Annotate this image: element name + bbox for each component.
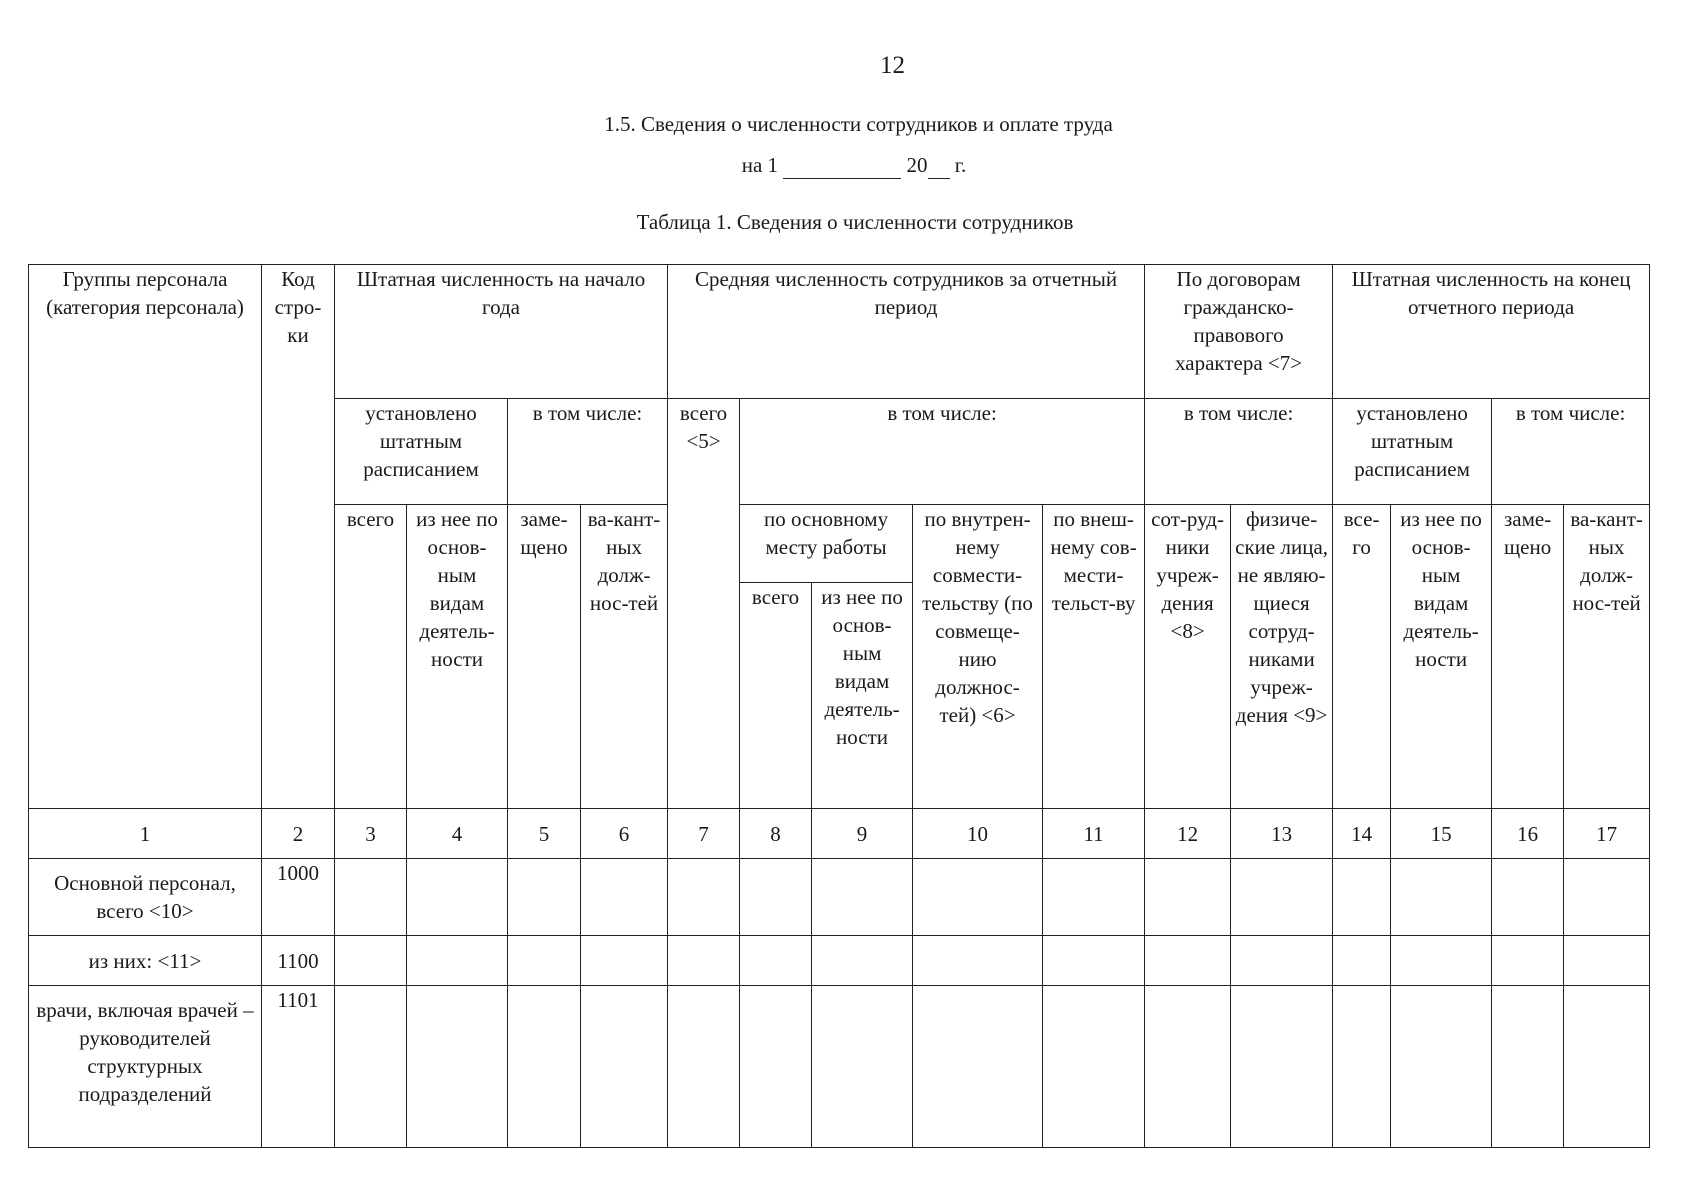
date-prefix: на 1	[741, 153, 779, 177]
header-groups: Группы персонала (категория персонала)	[29, 265, 262, 809]
data-cell	[1333, 936, 1391, 986]
data-cell	[812, 936, 913, 986]
data-cell	[668, 936, 740, 986]
data-cell	[812, 859, 913, 936]
data-cell	[335, 859, 407, 936]
table-row	[29, 986, 1650, 1148]
col-number: 1	[29, 809, 262, 859]
row-label: Основной персонал, всего <10>	[29, 859, 262, 936]
data-cell	[1333, 986, 1391, 1148]
header-staff-start: Штатная численность на начало года	[335, 265, 668, 399]
row-label: из них: <11>	[29, 936, 262, 986]
row-label: врачи, включая врачей – руководителей структурных подразделений	[29, 986, 262, 1148]
header-of-which-main-end: из нее по основ-ным видам деятель-ности	[1391, 505, 1492, 809]
col-number: 2	[262, 809, 335, 859]
data-cell	[1492, 859, 1564, 936]
data-cell	[581, 986, 668, 1148]
section-title: 1.5. Сведения о численности сотрудников и оплате труда	[604, 112, 1113, 136]
data-cell	[1333, 859, 1391, 936]
col-number: 14	[1333, 809, 1391, 859]
header-established-end: установлено штатным расписанием	[1333, 399, 1492, 505]
data-cell	[508, 936, 581, 986]
data-cell	[1391, 859, 1492, 936]
data-cell	[668, 859, 740, 936]
data-cell	[508, 986, 581, 1148]
table-row	[29, 859, 1650, 936]
header-individuals: физиче-ские лица, не являю-щиеся сотруд-никами учреж-дения <9>	[1231, 505, 1333, 809]
data-cell	[1043, 936, 1145, 986]
staff-count-table	[28, 264, 1650, 1148]
data-cell	[508, 859, 581, 936]
header-filled-end: заме-щено	[1492, 505, 1564, 809]
header-filled: заме-щено	[508, 505, 581, 809]
data-cell	[913, 936, 1043, 986]
year-prefix: 20	[906, 153, 928, 177]
col-number: 17	[1564, 809, 1650, 859]
table-row	[29, 936, 1650, 986]
header-total-main: всего	[740, 583, 812, 809]
data-cell	[1492, 936, 1564, 986]
data-cell	[1145, 986, 1231, 1148]
date-suffix: г.	[954, 153, 967, 177]
header-including-civil: в том числе:	[1145, 399, 1333, 505]
data-cell	[1145, 859, 1231, 936]
data-cell	[581, 936, 668, 986]
data-cell	[740, 986, 812, 1148]
data-cell	[1391, 986, 1492, 1148]
header-including-avg: в том числе:	[740, 399, 1145, 505]
data-cell	[1043, 986, 1145, 1148]
col-number: 16	[1492, 809, 1564, 859]
row-code: 1101	[262, 986, 335, 1148]
data-cell	[740, 859, 812, 936]
col-number: 3	[335, 809, 407, 859]
data-cell	[668, 986, 740, 1148]
col-number: 4	[407, 809, 508, 859]
header-avg-count: Средняя численность сотрудников за отчетный период	[668, 265, 1145, 399]
col-number: 6	[581, 809, 668, 859]
data-cell	[913, 986, 1043, 1148]
year-blank-line	[928, 153, 950, 179]
header-civil-contracts: По договорам гражданско-правового характера <7>	[1145, 265, 1333, 399]
data-cell	[1492, 986, 1564, 1148]
header-total-end: все-го	[1333, 505, 1391, 809]
header-of-which-main-sub: из нее по основ-ным видам деятель-ности	[812, 583, 913, 809]
header-including: в том числе:	[508, 399, 668, 505]
data-cell	[1564, 936, 1650, 986]
col-number: 12	[1145, 809, 1231, 859]
header-established: установлено штатным расписанием	[335, 399, 508, 505]
header-of-which-main: из нее по основ-ным видам деятель-ности	[407, 505, 508, 809]
table-caption: Таблица 1. Сведения о численности сотрудников	[636, 210, 1074, 234]
data-cell	[1231, 936, 1333, 986]
data-cell	[407, 986, 508, 1148]
row-code: 1000	[262, 859, 335, 936]
header-code: Код стро-ки	[262, 265, 335, 809]
data-cell	[407, 936, 508, 986]
data-cell	[740, 936, 812, 986]
col-number: 8	[740, 809, 812, 859]
header-institution-staff: сот-руд-ники учреж-дения <8>	[1145, 505, 1231, 809]
data-cell	[1231, 859, 1333, 936]
header-total-5: всего <5>	[668, 399, 740, 809]
col-number: 7	[668, 809, 740, 859]
col-number: 10	[913, 809, 1043, 859]
data-cell	[1043, 859, 1145, 936]
header-external-combo: по внеш-нему сов-мести-тельст-ву	[1043, 505, 1145, 809]
header-main-place: по основному месту работы	[740, 505, 913, 583]
data-cell	[913, 859, 1043, 936]
date-blank-line	[783, 153, 901, 179]
col-number: 11	[1043, 809, 1145, 859]
header-vacant-end: ва-кант-ных долж-нос-тей	[1564, 505, 1650, 809]
date-line	[0, 153, 1698, 179]
col-number: 13	[1231, 809, 1333, 859]
data-cell	[1564, 859, 1650, 936]
col-number: 9	[812, 809, 913, 859]
row-code: 1100	[262, 936, 335, 986]
header-staff-end: Штатная численность на конец отчетного периода	[1333, 265, 1650, 399]
data-cell	[335, 986, 407, 1148]
page-number: 12	[880, 52, 905, 79]
header-vacant: ва-кант-ных долж-нос-тей	[581, 505, 668, 809]
header-including-end: в том числе:	[1492, 399, 1650, 505]
data-cell	[812, 986, 913, 1148]
col-number: 15	[1391, 809, 1492, 859]
data-cell	[1145, 936, 1231, 986]
data-cell	[1564, 986, 1650, 1148]
data-cell	[335, 936, 407, 986]
data-cell	[581, 859, 668, 936]
data-cell	[1231, 986, 1333, 1148]
header-total: всего	[335, 505, 407, 809]
data-cell	[1391, 936, 1492, 986]
col-number: 5	[508, 809, 581, 859]
data-cell	[407, 859, 508, 936]
header-internal-combo: по внутрен-нему совмести-тельству (по совмеще-нию должнос-тей) <6>	[913, 505, 1043, 809]
